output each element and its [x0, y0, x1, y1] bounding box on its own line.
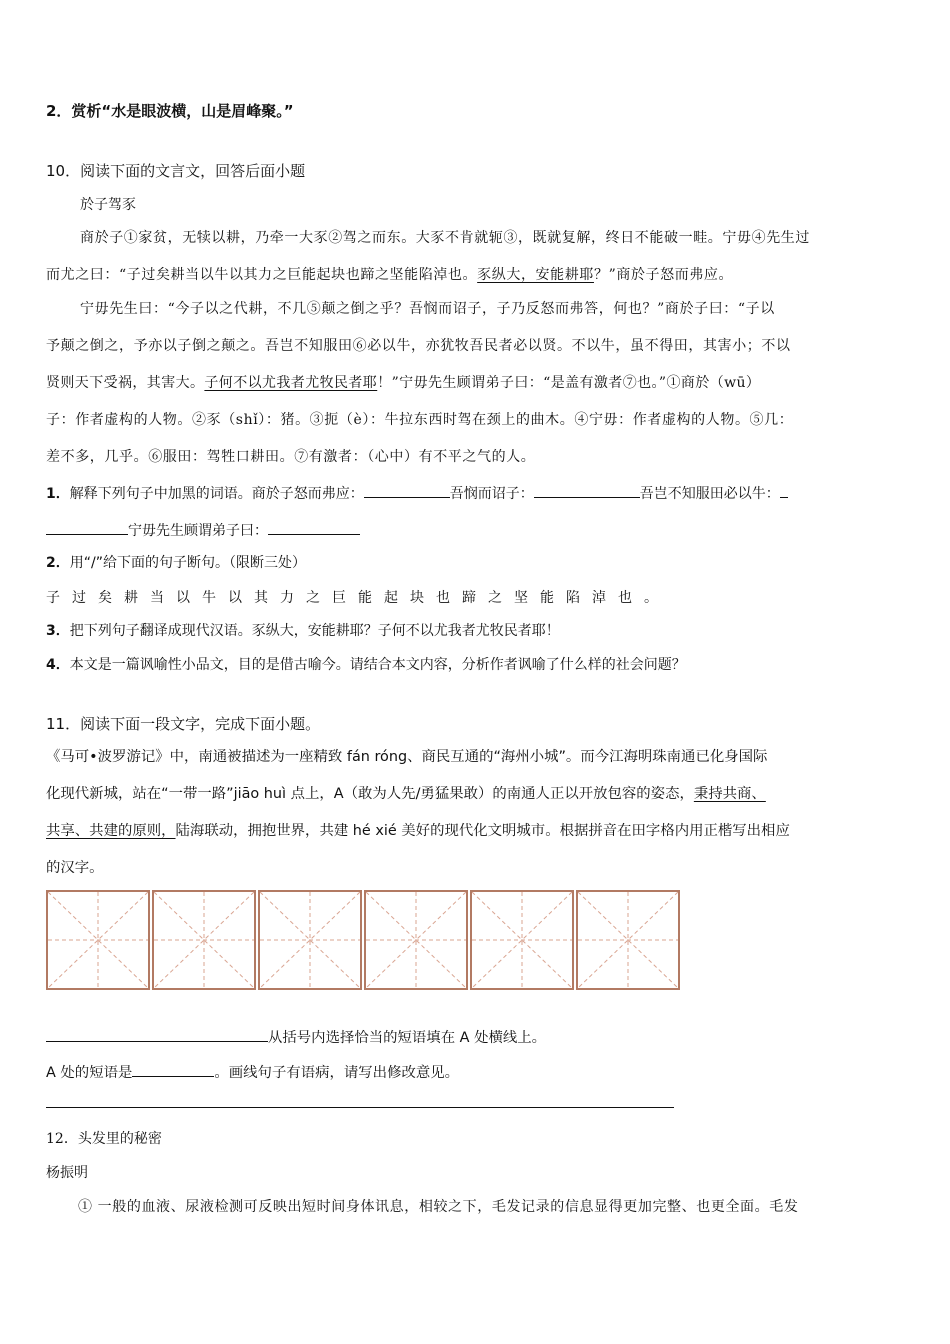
answer-blank[interactable] — [268, 518, 360, 535]
grid-guides — [366, 892, 466, 988]
sub-text: 吾岂不知服田必以牛： — [639, 486, 780, 502]
q12-author: 杨振明 — [46, 1165, 88, 1181]
answer-line[interactable] — [46, 1107, 674, 1108]
answer-blank[interactable] — [780, 481, 788, 498]
q10-passage-line — [46, 372, 760, 394]
underlined-sentence: 秉持共商、 — [693, 786, 766, 802]
q10-sub-1 — [46, 481, 788, 505]
sub-text: 用“/”给下面的句子断句。（限断三处） — [69, 555, 306, 571]
sub-text: A 处的短语是 — [46, 1065, 133, 1081]
q10-sub-1-cont — [46, 518, 360, 542]
answer-blank[interactable] — [132, 1060, 214, 1077]
q10-sub-3 — [46, 620, 560, 642]
q10-footnote-line: 子：作者虚构的人物。②豕（shǐ）：猪。③扼（è）：牛拉东西时驾在颈上的曲木。④宁毋：作者虚构的人物。⑤几： — [46, 412, 794, 428]
q10-passage-line: 予颠之倒之，予亦以子倒之颠之。吾岂不知服田⑥必以牛，亦犹牧吾民者必以贤。不以牛，虽不得田，其害小；不以 — [46, 338, 791, 354]
q10-footnote-line: 差不多，几乎。⑥服田：驾牲口耕田。⑦有激者：（心中）有不平之气的人。 — [46, 449, 536, 465]
q11-sub-1 — [46, 1025, 546, 1049]
sub-text: 。画线句子有语病，请写出修改意见。 — [214, 1065, 460, 1081]
tianzige-grid — [46, 890, 682, 990]
sub-text: 解释下列句子中加黑的词语。商於子怒而弗应： — [69, 486, 364, 502]
q10-passage-line: 商於子①家贫，无犊以耕，乃牵一大豕②驾之而东。大豕不肯就轭③，既就复解，终日不能破一畦。宁毋④先生过 — [80, 230, 810, 246]
sub-text: 从括号内选择恰当的短语填在 A 处横线上。 — [268, 1030, 547, 1046]
sub-text: 宁毋先生顾谓弟子曰： — [128, 523, 268, 539]
q10-passage-line: 宁毋先生曰：“今子以之代耕，不几⑤颠之倒之乎？吾悯而诏子，子乃反怒而弗答，何也？”商於子曰：“子以 — [80, 301, 775, 317]
sub-number: 4． — [46, 657, 70, 673]
grid-guides — [472, 892, 572, 988]
sub-number: 2． — [46, 555, 70, 571]
grid-guides — [578, 892, 678, 988]
sub-text: 本文是一篇讽喻性小品文，目的是借古喻今。请结合本文内容，分析作者讽喻了什么样的社会问题？ — [69, 657, 686, 673]
sub-number: 1． — [46, 486, 70, 502]
passage-text: ？”商於子怒而弗应。 — [593, 267, 734, 283]
q12-heading: 12．头发里的秘密 — [46, 1131, 162, 1147]
q10-sub-4 — [46, 654, 686, 676]
sub-text: 吾悯而诏子： — [449, 486, 534, 502]
underlined-sentence: 共享、共建的原则， — [46, 823, 176, 839]
q10-sub-2 — [46, 552, 306, 574]
q11-passage-line: 的汉字。 — [46, 860, 104, 876]
grid-guides — [154, 892, 254, 988]
q10-passage-title: 於子驾豕 — [80, 197, 136, 213]
grid-guides — [48, 892, 148, 988]
tianzige-cell[interactable] — [46, 890, 150, 990]
passage-text: 化现代新城，站在“一带一路”jiāo huì 点上，A（敢为人先/勇猛果敢）的南通人正以开放包容的姿态， — [46, 786, 694, 802]
q11-sub-2 — [46, 1060, 459, 1084]
sub-number: 3． — [46, 623, 70, 639]
q10-heading: 10．阅读下面的文言文，回答后面小题 — [46, 162, 306, 180]
answer-blank[interactable] — [534, 481, 640, 498]
q9-item-2: 2．赏析“水是眼波横，山是眉峰聚。” — [46, 102, 294, 120]
answer-blank[interactable] — [46, 1025, 268, 1042]
tianzige-cell[interactable] — [258, 890, 362, 990]
q10-sub-2-sentence: 子过矣耕当以牛以其力之巨能起块也蹄之坚能陷淖也。 — [46, 590, 670, 606]
underlined-sentence: 豕纵大，安能耕耶 — [477, 267, 594, 283]
q11-heading: 11．阅读下面一段文字，完成下面小题。 — [46, 715, 321, 733]
answer-blank[interactable] — [364, 481, 450, 498]
q12-paragraph-line: ① 一般的血液、尿液检测可反映出短时间身体讯息，相较之下，毛发记录的信息显得更加完整、也更全面。毛发 — [78, 1199, 799, 1215]
passage-text: 而尤之曰：“子过矣耕当以牛以其力之巨能起块也蹄之坚能陷淖也。 — [46, 267, 478, 283]
sub-text: 把下列句子翻译成现代汉语。豕纵大，安能耕耶？子何不以尤我者尤牧民者耶！ — [69, 623, 560, 639]
passage-text: 贤则天下受祸，其害大。 — [46, 375, 205, 391]
tianzige-cell[interactable] — [152, 890, 256, 990]
q11-passage-line — [46, 820, 790, 842]
underlined-sentence: 子何不以尤我者尤牧民者耶 — [204, 375, 378, 391]
passage-text: 陆海联动，拥抱世界，共建 hé xié 美好的现代化文明城市。根据拼音在田字格内用正楷写出相应 — [175, 823, 790, 839]
passage-text: ！”宁毋先生顾谓弟子曰：“是盖有激者⑦也。”①商於（wū） — [377, 375, 761, 391]
q11-passage-line: 《马可•波罗游记》中，南通被描述为一座精致 fán róng、商民互通的“海州小城”。而今江海明珠南通已化身国际 — [46, 749, 768, 765]
tianzige-cell[interactable] — [364, 890, 468, 990]
answer-blank[interactable] — [46, 518, 128, 535]
grid-guides — [260, 892, 360, 988]
tianzige-cell[interactable] — [576, 890, 680, 990]
tianzige-cell[interactable] — [470, 890, 574, 990]
q10-passage-line — [46, 264, 733, 286]
q11-passage-line — [46, 783, 766, 805]
